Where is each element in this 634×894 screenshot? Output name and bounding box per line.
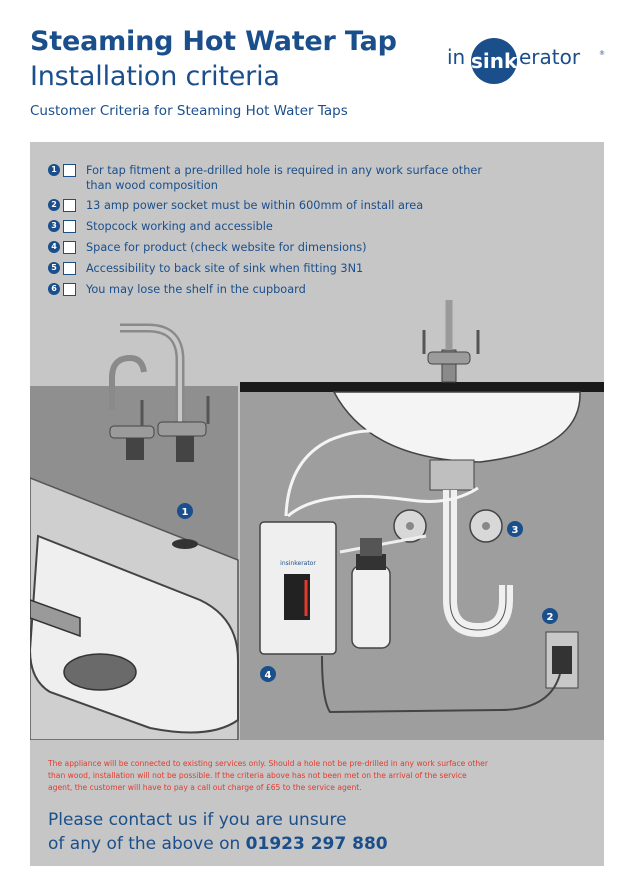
disclaimer-text: The appliance will be connected to existing services only. Should a hole not be pre-drilled in any work surface other than wood, installation will not be possible. If the criteria above has not been met on the arrival of the service agent, the customer will have to pay a call out charge of £65 to the service agent. [48,759,488,792]
boiler-logo-text: insinkerator [280,560,316,567]
callout-number: 2 [546,612,554,623]
criteria-checkbox [63,220,76,233]
criteria-text: Accessibility to back site of sink when fitting 3N1 [86,262,364,275]
page-title-secondary: Installation criteria [30,61,280,92]
contact-line [48,832,388,856]
criteria-checkbox [63,283,76,296]
criteria-text: Stopcock working and accessible [86,220,273,233]
criteria-text: 13 amp power socket must be within 600mm of install area [86,199,424,212]
criteria-list [48,163,488,303]
logo-circle: sink [471,38,517,84]
criteria-item [48,163,488,198]
criteria-item [48,261,488,282]
criteria-number-badge: 4 [48,241,60,253]
criteria-checkbox [63,199,76,212]
callout-number: 3 [511,525,519,536]
contact-info [48,808,388,856]
callout-number: 1 [181,507,189,518]
criteria-number-badge: 2 [48,199,60,211]
criteria-number-badge: 6 [48,283,60,295]
logo-registered-mark: ® [599,50,605,57]
criteria-number-badge: 1 [48,164,60,176]
page-title: Steaming Hot Water Tap [30,26,397,57]
contact-line: Please contact us if you are unsure [48,810,347,830]
criteria-text: You may lose the shelf in the cupboard [86,283,306,296]
criteria-item [48,219,488,240]
tap-icon [424,300,478,382]
criteria-checkbox [63,262,76,275]
criteria-checkbox [63,164,76,177]
phone-number[interactable]: 01923 297 880 [245,834,388,854]
criteria-item [48,198,488,219]
page-subtitle: Customer Criteria for Steaming Hot Water Taps [30,103,348,119]
criteria-item [48,240,488,261]
callout-number: 4 [264,670,272,681]
criteria-number-badge: 3 [48,220,60,232]
criteria-checkbox [63,241,76,254]
filter-cartridge [352,538,390,648]
criteria-text: Space for product (check website for dimensions) [86,241,367,254]
logo-text-in: in [447,45,466,69]
logo-text-erator: erator [519,45,581,69]
criteria-number-badge: 5 [48,262,60,274]
contact-prefix: of any of the above on [48,834,246,854]
criteria-text: For tap fitment a pre-drilled hole is required in any work surface other than wood composition [86,164,482,192]
brand-logo [447,38,607,78]
boiler-unit [260,522,336,654]
installation-illustration [30,300,604,740]
